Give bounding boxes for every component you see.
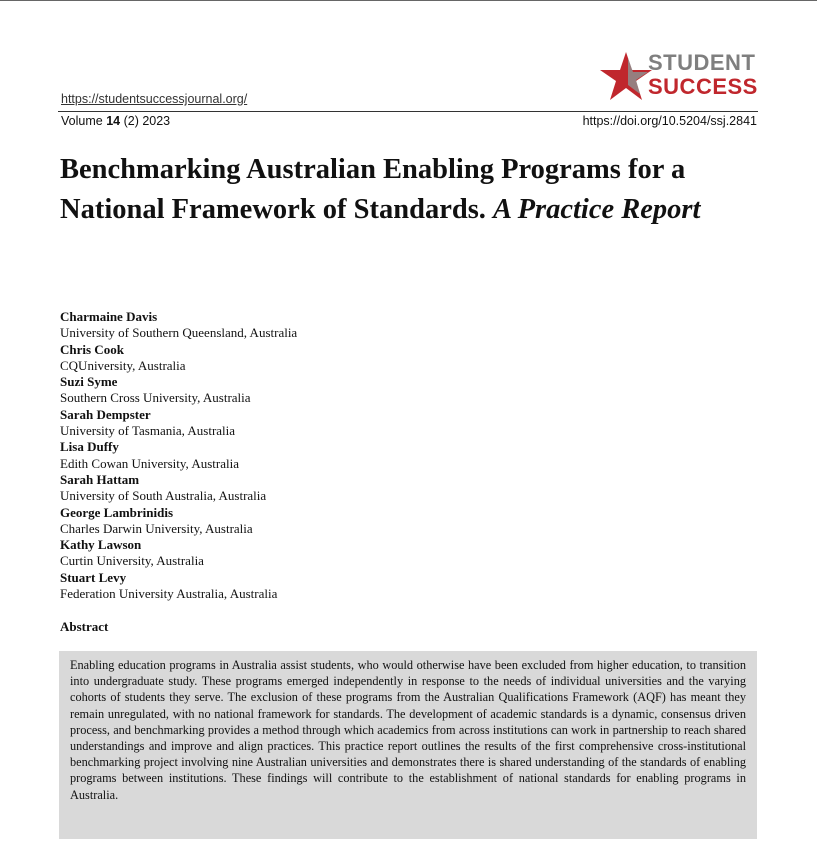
top-border-line xyxy=(0,0,817,1)
author-name: Lisa Duffy xyxy=(60,439,119,455)
author-affiliation: Edith Cowan University, Australia xyxy=(60,455,239,471)
author-name: Chris Cook xyxy=(60,341,124,357)
author-list xyxy=(60,309,560,602)
author-name: George Lambrinidis xyxy=(60,504,174,520)
doi-link[interactable]: https://doi.org/10.5204/ssj.2841 xyxy=(582,114,757,128)
author-name: Sarah Hattam xyxy=(60,471,140,487)
volume-prefix: Volume xyxy=(61,114,103,128)
author-name: Sarah Dempster xyxy=(60,406,151,422)
author-affiliation: Charles Darwin University, Australia xyxy=(60,520,253,536)
title-italic: A Practice Report xyxy=(493,194,701,225)
author-affiliation: University of South Australia, Australia xyxy=(60,488,267,504)
journal-logo xyxy=(598,50,758,104)
author-name: Stuart Levy xyxy=(60,569,127,585)
article-title xyxy=(60,150,760,230)
logo-text xyxy=(648,52,758,98)
volume-info xyxy=(61,114,170,128)
volume-suffix: (2) 2023 xyxy=(123,114,171,128)
author-name: Kathy Lawson xyxy=(60,537,142,553)
author-name: Suzi Syme xyxy=(60,374,118,390)
title-main: Benchmarking Australian Enabling Programs for a National Framework of Standards. xyxy=(60,154,686,225)
abstract-text: Enabling education programs in Australia assist students, who would otherwise have been excluded from higher education, to transition into undergraduate study. These programs emerged independently in response to the needs of individual universities and the varying cohorts of students they serve. The exclusion of these programs from the Australian Qualifications Framework (AQF) has meant they remain unregulated, with no national framework for standards. The development of academic standards is a dynamic, consensus driven process, and benchmarking provides a method through which academics from across institutions can work in partnership to reach shared understandings and improve and align practices. This practice report outlines the results of the first comprehensive cross-institutional benchmarking project involving nine Australian universities and demonstrates there is shared understanding of the standards of enabling programs between institutions. These findings will contribute to the establishment of national standards for enabling programs in Australia. xyxy=(70,658,746,802)
header-divider xyxy=(58,111,758,112)
star-logo-icon xyxy=(598,50,654,104)
author-affiliation: Federation University Australia, Australia xyxy=(60,586,278,602)
logo-line-2: SUCCESS xyxy=(648,74,758,99)
volume-number: 14 xyxy=(106,114,121,128)
author-affiliation: University of Southern Queensland, Australia xyxy=(60,325,298,341)
logo-line-1: STUDENT xyxy=(648,50,756,75)
author-name: Charmaine Davis xyxy=(60,309,158,324)
author-affiliation: CQUniversity, Australia xyxy=(60,357,186,373)
author-affiliation: Southern Cross University, Australia xyxy=(60,390,251,406)
abstract-heading: Abstract xyxy=(60,619,109,634)
author-affiliation: Curtin University, Australia xyxy=(60,553,204,569)
author-affiliation: University of Tasmania, Australia xyxy=(60,423,236,439)
journal-url-link[interactable]: https://studentsuccessjournal.org/ xyxy=(61,92,248,106)
